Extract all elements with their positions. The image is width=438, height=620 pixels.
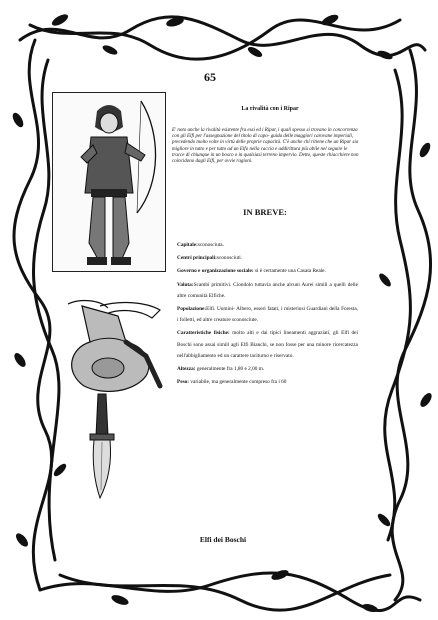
fact-text: si è certamente una Casata Reale. (254, 268, 326, 275)
fact-label: Valuta: (177, 281, 194, 288)
fact-population (177, 304, 358, 326)
knife-illustration (82, 392, 122, 500)
fact-label: Altezza: (177, 366, 196, 373)
fact-currency (177, 280, 358, 302)
fact-government (177, 266, 358, 277)
fact-text: generalmente fra 1,80 e 2,00 m. (196, 366, 265, 373)
fact-text: Elfi. Uomini- Albero, esseri fatati, i misteriosi Guardiani della Foresta, i folletti, ed altre creature sconosciute. (177, 306, 358, 324)
pouch-illustration (60, 296, 170, 396)
fact-height (177, 364, 358, 375)
summary-heading: IN BREVE: (243, 207, 287, 217)
fact-text: Scambi primitivi. Ciondolo tuttavia anche alcuni Aurei simili a quelli delle altre comunità Elfiche. (177, 281, 358, 299)
fact-weight (177, 377, 358, 388)
fact-centers (177, 253, 358, 264)
fact-label: Governo e organizzazione sociale: (177, 268, 254, 275)
fact-text: sconosciuti. (216, 255, 243, 262)
fact-label: Caratteristiche fisiche: (177, 330, 230, 337)
fact-text: sconosciuta. (197, 242, 224, 248)
fact-physical (177, 328, 358, 362)
archer-illustration (52, 92, 166, 272)
fact-label: Popolazione: (177, 306, 207, 313)
page-number: 65 (204, 70, 216, 84)
fact-label: Capitale: (177, 242, 198, 248)
fact-capital (177, 240, 358, 251)
fact-label: Peso: (177, 379, 190, 386)
summary-facts (177, 240, 358, 390)
section-title: La rivalità con i Ripar (241, 106, 299, 112)
fact-label: Centri principali: (177, 255, 217, 262)
page-footer-title: Elfi dei Boschi (199, 535, 247, 544)
intro-paragraph: E' noto anche la rivalità esistente fra essi ed i Ripar, i quali spesso si trovano in concorrenza con gli Elfi per l'assegnazione del titolo di capo- guida delle maggiori carovane imperiali, precedendo molto volte in virtù delle proprie capacità. C'è anche chi ritiene che un Ripar sia migliore in tutto e per tutto ad un Elfo nella caccia e addirittura più abile nel seguire le tracce di chiunque in un bosco o in qualsiasi terreno impervio. Detto, queste chiacchiere non coincidono dagli Elfi, per ovvie ragioni. (172, 128, 359, 165)
fact-text: variabile, ma generalmente compreso fra i 60 (190, 379, 287, 386)
fact-text: molto alti e dai tipici lineamenti aggraziati, gli Elfi dei Boschi sono assai simili agli Elfi Bianchi, se non fosse per una minore ricercatezza nell'abbigliamento ed un carattere taciturno e riservato. (177, 330, 358, 359)
